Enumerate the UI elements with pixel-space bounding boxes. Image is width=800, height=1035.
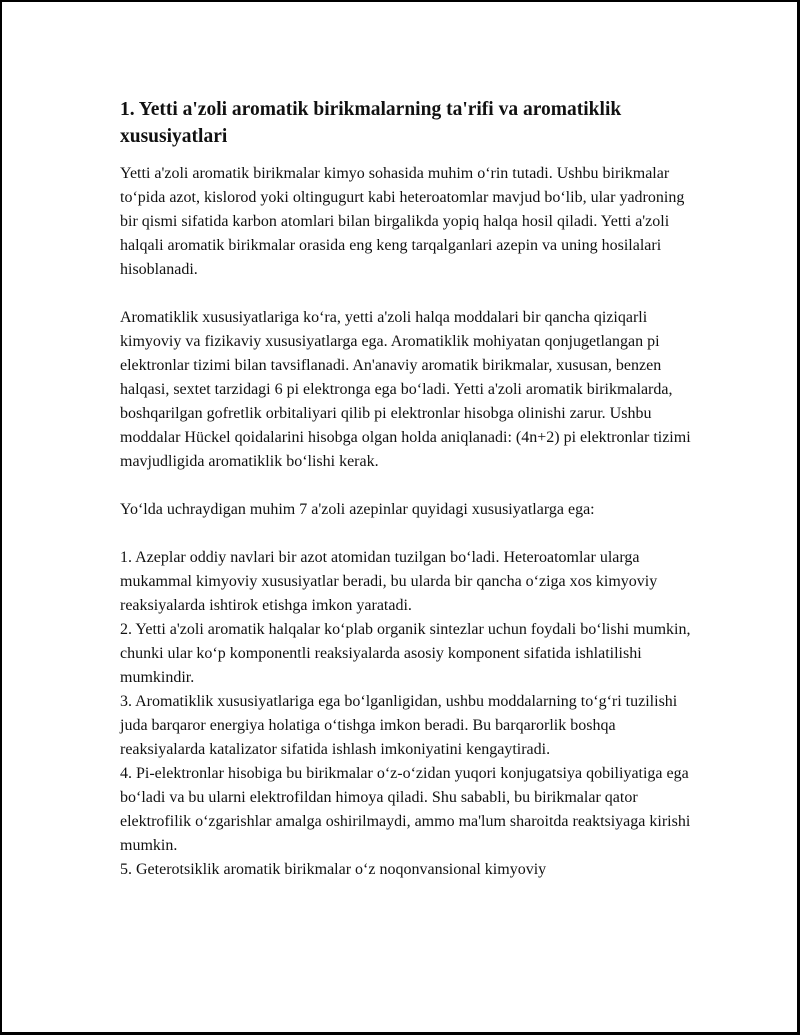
paragraph-aromaticity: Aromatiklik xususiyatlariga ko‘ra, yetti a'zoli halqa moddalari bir qancha qiziqarli kimyoviy va fizikaviy xususiyatlarga ega. Aromatiklik mohiyatan qonjugetlangan pi elektronlar tizimi bilan tavsiflanadi. An'anaviy aromatik birikmalar, xususan, benzen halqasi, sextet tarzidagi 6 pi elektronga ega bo‘ladi. Yetti a'zoli aromatik birikmalarda, boshqarilgan gofretlik orbitaliyari qilib pi elektronlar hisobga olinishi zarur. Ushbu moddalar Hückel qoidalarini hisobga olgan holda aniqlanadi: (4n+2) pi elektronlar tizimi mavjudligida aromatiklik bo‘lishi kerak. <box>120 309 691 470</box>
properties-list <box>120 546 695 882</box>
section-title: 1. Yetti a'zoli aromatik birikmalarning ta'rifi va aromatiklik xususiyatlari <box>120 99 622 147</box>
list-item: 4. Pi-elektronlar hisobiga bu birikmalar o‘z-o‘zidan yuqori konjugatsiya qobiliyatiga ega bo‘ladi va bu ularni elektrofildan himoya qiladi. Shu sababli, bu birikmalar qator elektrofilik o‘zgarishlar amalga oshirilmaydi, ammo ma'lum sharoitda reaktsiyaga kirishi mumkin. <box>120 765 691 854</box>
list-item: 5. Geterotsiklik aromatik birikmalar o‘z noqonvansional kimyoviy <box>120 861 547 878</box>
list-item: 2. Yetti a'zoli aromatik halqalar ko‘plab organik sintezlar uchun foydali bo‘lishi mumkin, chunki ular ko‘p komponentli reaksiyalarda asosiy komponent sifatida ishlatilishi mumkindir. <box>120 621 691 686</box>
document-body <box>120 96 695 882</box>
list-item: 3. Aromatiklik xususiyatlariga ega bo‘lganligidan, ushbu moddalarning to‘g‘ri tuzilishi juda barqaror energiya holatiga o‘tishga imkon beradi. Bu barqarorlik boshqa reaksiyalarda katalizator sifatida ishlash imkoniyatini kengaytiradi. <box>120 693 678 758</box>
paragraph-intro: Yetti a'zoli aromatik birikmalar kimyo sohasida muhim o‘rin tutadi. Ushbu birikmalar to‘pida azot, kislorod yoki oltingugurt kabi heteroatomlar mavjud bo‘lib, ular yadroning bir qismi sifatida karbon atomlari bilan birgalikda yopiq halqa hosil qiladi. Yetti a'zoli halqali aromatik birikmalar orasida eng keng tarqalganlari azepin va uning hosilalari hisoblanadi. <box>120 165 685 278</box>
paragraph-list-lead: Yo‘lda uchraydigan muhim 7 a'zoli azepinlar quyidagi xususiyatlarga ega: <box>120 501 595 518</box>
list-item: 1. Azeplar oddiy navlari bir azot atomidan tuzilgan bo‘ladi. Heteroatomlar ularga mukammal kimyoviy xususiyatlar beradi, bu ularda bir qancha o‘ziga xos kimyoviy reaksiyalarda ishtirok etishga imkon yaratadi. <box>120 549 658 614</box>
